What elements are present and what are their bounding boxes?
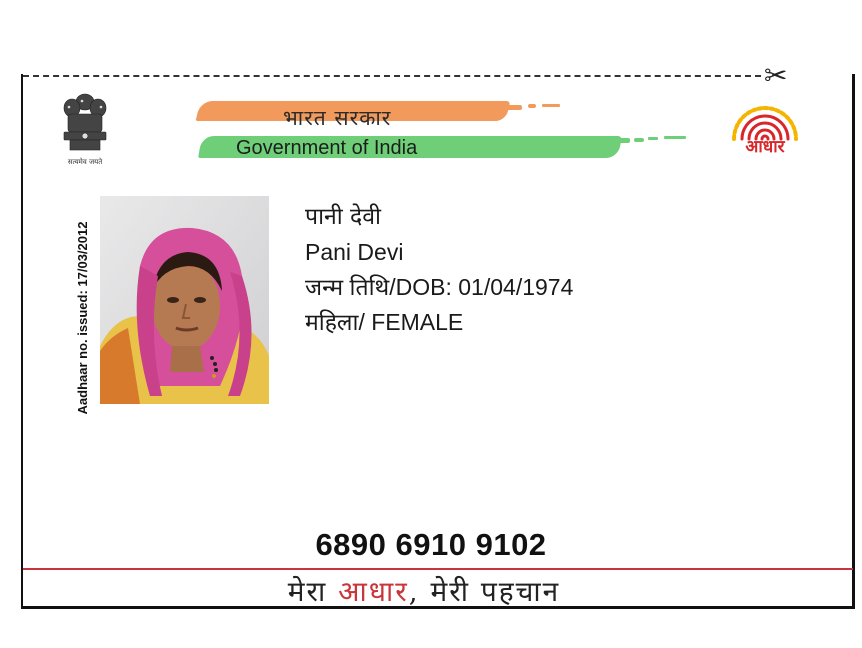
slogan [0,572,862,610]
aadhaar-number: 6890 6910 9102 [315,527,547,562]
aadhaar-logo-text: आधार [745,137,785,157]
government-english-title: Government of India [236,137,418,159]
name-hindi: पानी देवी [305,204,382,230]
slogan-highlight: आधार [338,575,409,608]
personal-info [305,200,573,340]
scissors-icon: ✂ [764,59,788,92]
government-hindi-title: भारत सरकार [283,106,392,130]
holder-photo [100,196,269,404]
slogan-part-3: , मेरी पहचान [408,575,561,608]
saffron-swoosh-tail [500,103,570,113]
cut-line [23,75,761,77]
name-english: Pani Devi [305,239,404,265]
date-of-birth: जन्म तिथि/DOB: 01/04/1974 [305,274,574,300]
green-swoosh-tail [608,134,688,146]
slogan-part-1: मेरा [287,575,339,608]
national-emblem-icon [58,92,112,162]
gender: महिला/ FEMALE [305,309,464,335]
emblem-caption: सत्यमेव जयते [67,158,103,166]
red-divider [23,568,853,570]
issued-date-label: Aadhaar no. issued: 17/03/2012 [75,221,90,415]
